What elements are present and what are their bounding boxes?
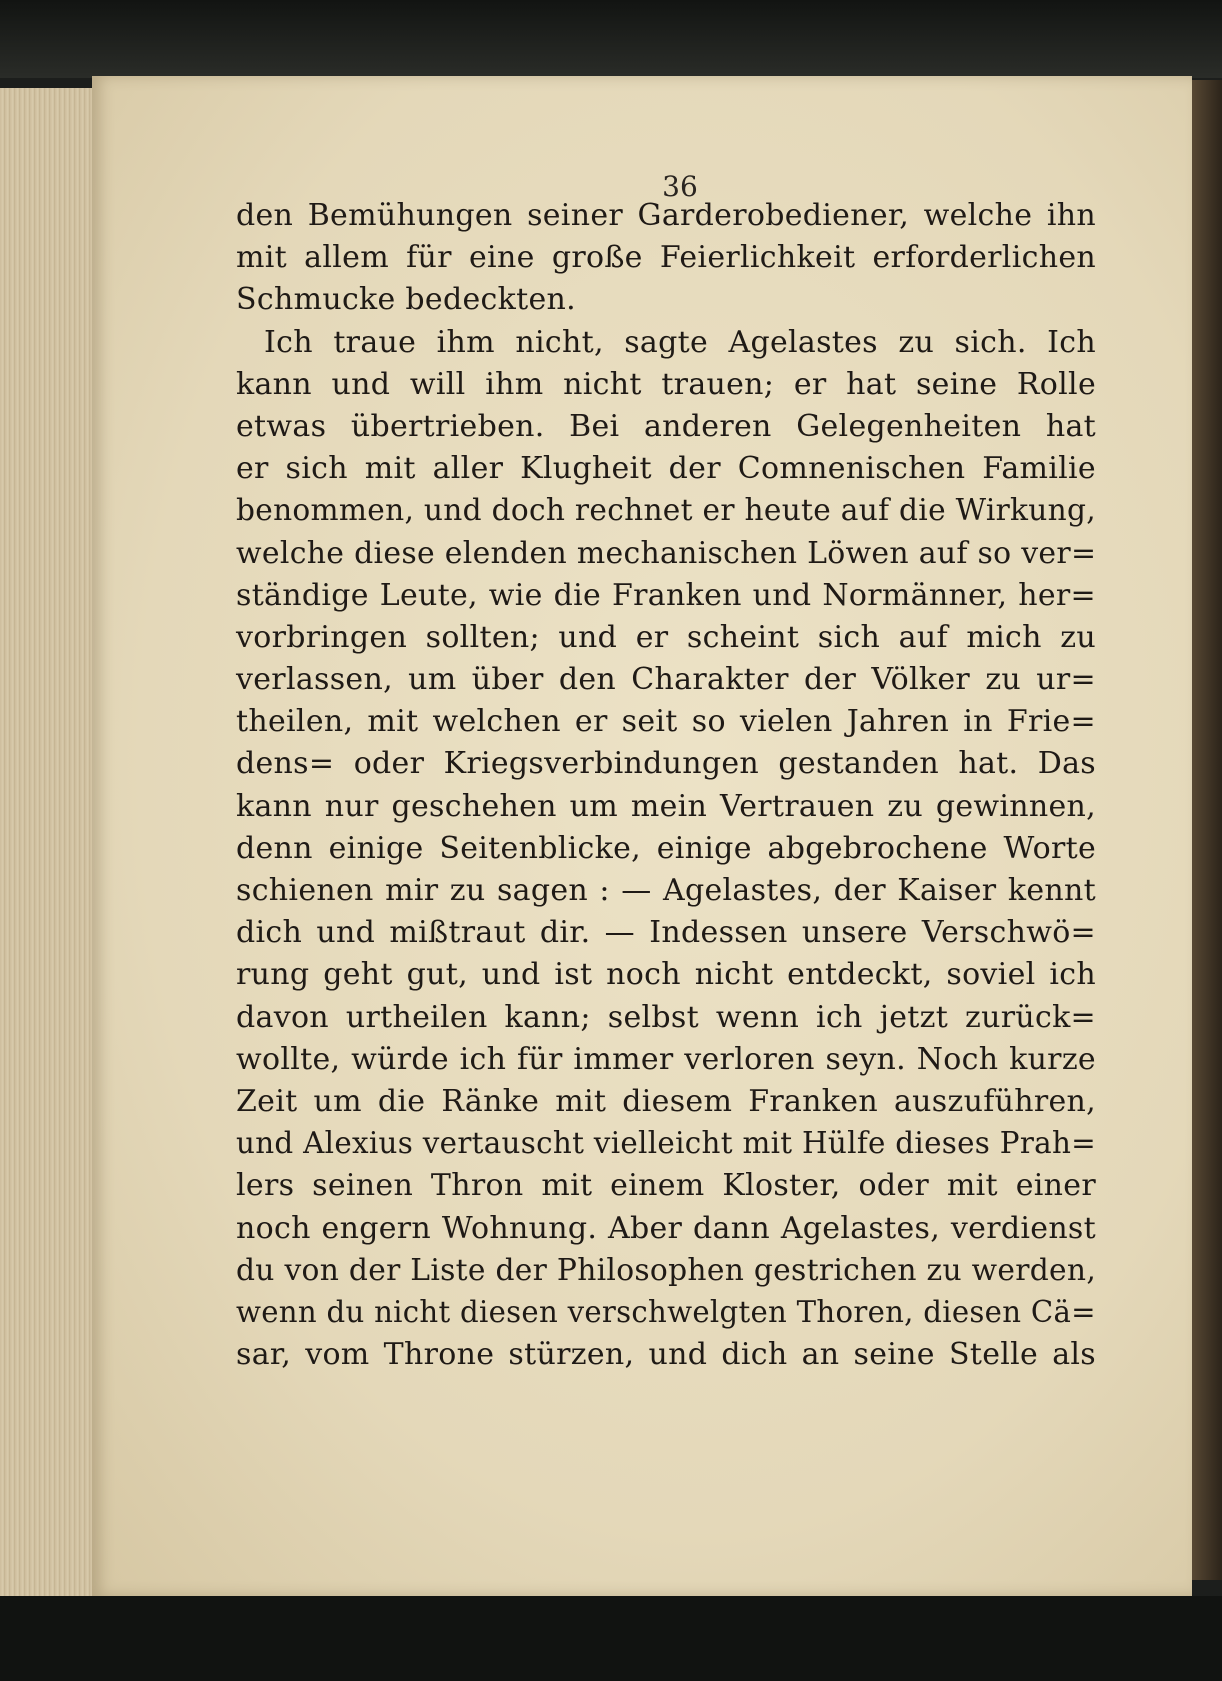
text-line: und Alexius vertauscht vielleicht mit Hülfe dieses Prah= — [236, 1126, 1097, 1162]
text-line: lers seinen Thron mit einem Kloster, oder mit einer — [236, 1168, 1096, 1204]
text-line: du von der Liste der Philosophen gestrichen zu werden, — [236, 1252, 1097, 1288]
text-line: noch engern Wohnung. Aber dann Agelastes, verdienst — [236, 1210, 1096, 1246]
text-line: kann nur geschehen um mein Vertrauen zu gewinnen, — [236, 788, 1096, 824]
text-line: ständige Leute, wie die Franken und Normänner, her= — [236, 577, 1096, 613]
text-line: verlassen, um über den Charakter der Völker zu ur= — [236, 662, 1096, 698]
text-line: den Bemühungen seiner Garderobediener, welche ihn — [236, 198, 1096, 233]
text-line: Ich traue ihm nicht, sagte Agelastes zu sich. Ich — [264, 324, 1096, 360]
body-text — [236, 195, 1096, 1376]
text-line: theilen, mit welchen er seit so vielen Jahren in Frie= — [236, 704, 1096, 740]
text-line: mit allem für eine große Feierlichkeit erforderlichen — [236, 240, 1096, 276]
text-line: dich und mißtraut dir. — Indessen unsere Verschwö= — [236, 915, 1096, 951]
text-line: wenn du nicht diesen verschwelgten Thoren, diesen Cä= — [236, 1294, 1096, 1330]
dark-backdrop-bottom — [0, 1596, 1222, 1681]
book-cover-edge — [1190, 80, 1222, 1580]
text-line: sar, vom Throne stürzen, und dich an seine Stelle als — [236, 1337, 1096, 1373]
text-line: vorbringen sollten; und er scheint sich auf mich zu — [236, 619, 1096, 655]
text-line: Schmucke bedeckten. — [236, 282, 576, 318]
text-line: davon urtheilen kann; selbst wenn ich jetzt zurück= — [236, 999, 1096, 1035]
text-line: welche diese elenden mechanischen Löwen auf so ver= — [236, 535, 1097, 571]
text-line: schienen mir zu sagen : — Agelastes, der Kaiser kennt — [236, 873, 1096, 908]
text-line: rung geht gut, und ist noch nicht entdeckt, soviel ich — [236, 957, 1096, 993]
text-line: denn einige Seitenblicke, einige abgebrochene Worte — [236, 830, 1096, 866]
text-line: wollte, würde ich für immer verloren seyn. Noch kurze — [236, 1041, 1096, 1077]
text-line: kann und will ihm nicht trauen; er hat seine Rolle — [236, 366, 1096, 402]
text-line: etwas übertrieben. Bei anderen Gelegenheiten hat — [236, 408, 1096, 444]
text-line: er sich mit aller Klugheit der Comnenischen Familie — [236, 451, 1096, 487]
text-line: benommen, und doch rechnet er heute auf die Wirkung, — [236, 493, 1096, 529]
page-number: 36 — [662, 170, 698, 203]
text-line: dens= oder Kriegsverbindungen gestanden hat. Das — [236, 746, 1096, 782]
dark-backdrop-top — [0, 0, 1222, 78]
text-line: Zeit um die Ränke mit diesem Franken auszuführen, — [236, 1083, 1096, 1119]
